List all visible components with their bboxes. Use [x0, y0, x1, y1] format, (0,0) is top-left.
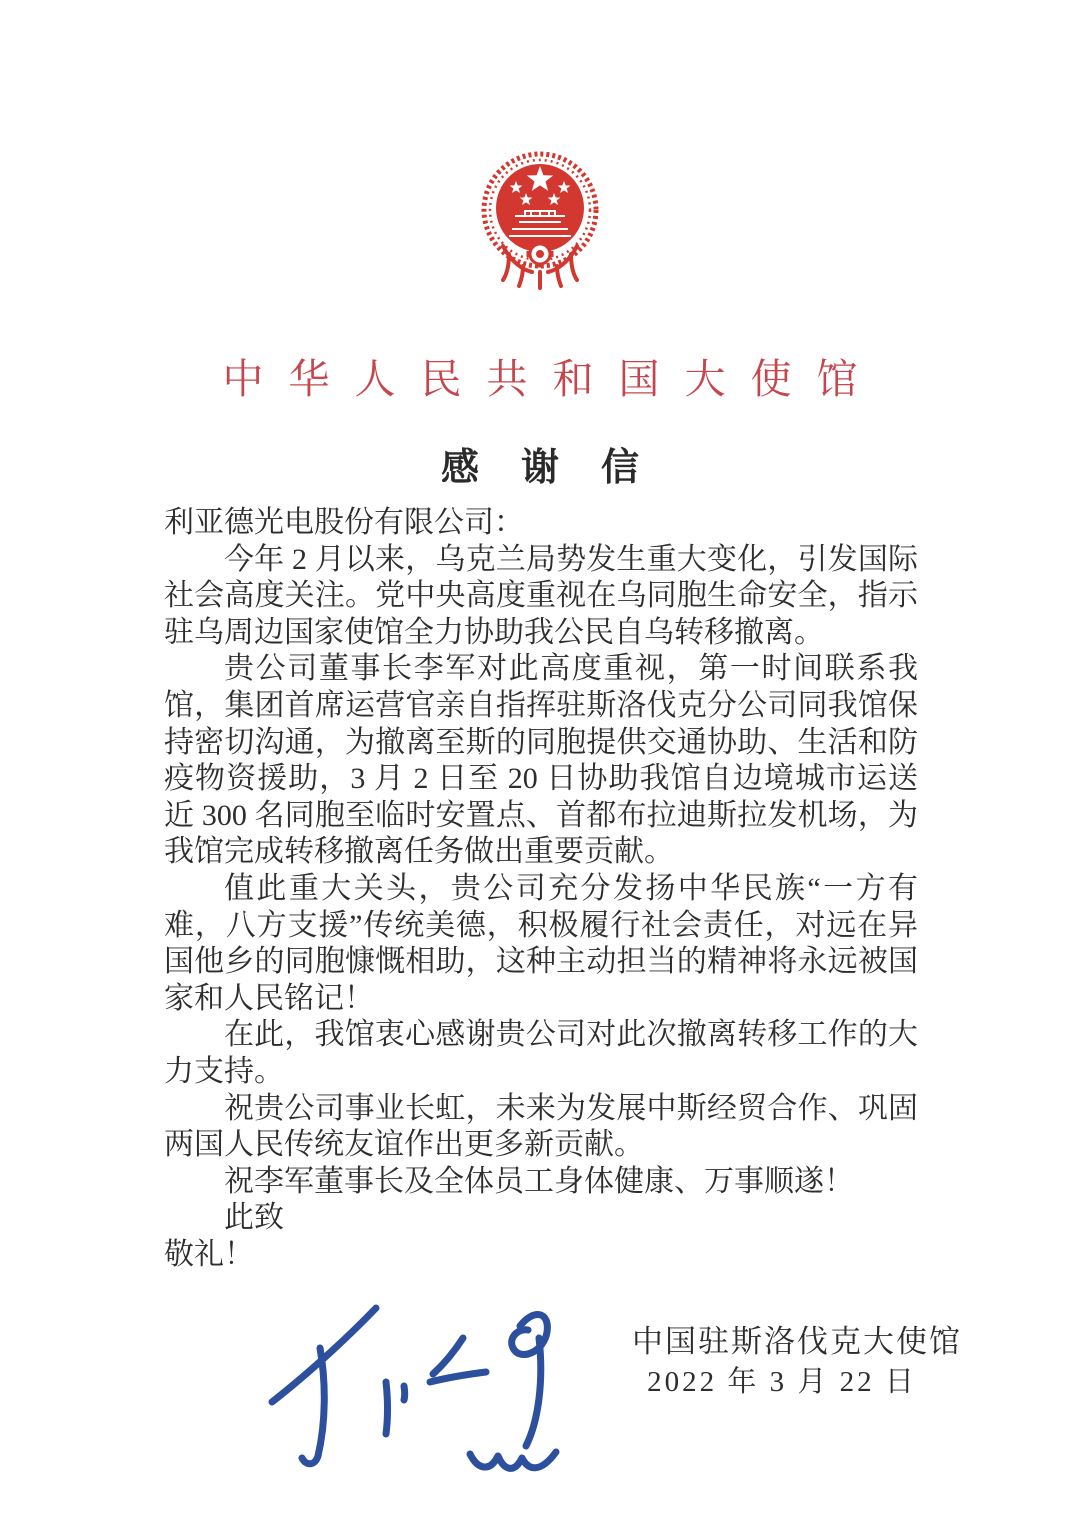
letter-paragraph: 在此，我馆衷心感谢贵公司对此次撤离转移工作的大力支持。 — [164, 1018, 918, 1088]
paragraph-list — [164, 542, 918, 1237]
letter-body — [164, 505, 918, 1273]
letter-title: 感谢信 — [440, 447, 681, 489]
signer-organization: 中国驻斯洛伐克大使馆 — [632, 1324, 962, 1359]
letter-paragraph: 今年 2 月以来，乌克兰局势发生重大变化，引发国际社会高度关注。党中央高度重视在乌同胞生命安全，指示驻乌周边国家使馆全力协助我公民自乌转移撤离。 — [164, 542, 918, 649]
letter-paragraph: 祝贵公司事业长虹，未来为发展中斯经贸合作、巩固两国人民传统友谊作出更多新贡献。 — [164, 1091, 918, 1162]
embassy-name: 中华人民共和国大使馆 — [222, 356, 883, 402]
china-national-emblem-icon — [479, 150, 601, 290]
footer-block — [632, 1322, 962, 1402]
letter-paragraph: 祝李军董事长及全体员工身体健康、万事顺遂！ — [224, 1164, 854, 1198]
letter-date: 2022 年 3 月 22 日 — [647, 1366, 917, 1398]
handwritten-signature-icon — [258, 1290, 598, 1500]
letter-paragraph: 此致 — [224, 1201, 284, 1235]
salutation: 利亚德光电股份有限公司： — [164, 506, 524, 539]
closing-salute: 敬礼！ — [164, 1237, 254, 1271]
letter-paragraph: 贵公司董事长李军对此高度重视，第一时间联系我馆，集团首席运营官亲自指挥驻斯洛伐克分公司同我馆保持密切沟通，为撤离至斯的同胞提供交通协助、生活和防疫物资援助，3 月 2 日至 20 日协助我馆自边境城市运送近 300 名同胞至临时安置点、首都布拉迪斯拉发机场，为我馆完成转移撤离任务做出重要贡献。 — [164, 652, 918, 869]
letter-paragraph: 值此重大关头，贵公司充分发扬中华民族“一方有难，八方支援”传统美德，积极履行社会责任，对远在异国他乡的同胞慷慨相助，这种主动担当的精神将永远被国家和人民铭记！ — [164, 871, 918, 1015]
